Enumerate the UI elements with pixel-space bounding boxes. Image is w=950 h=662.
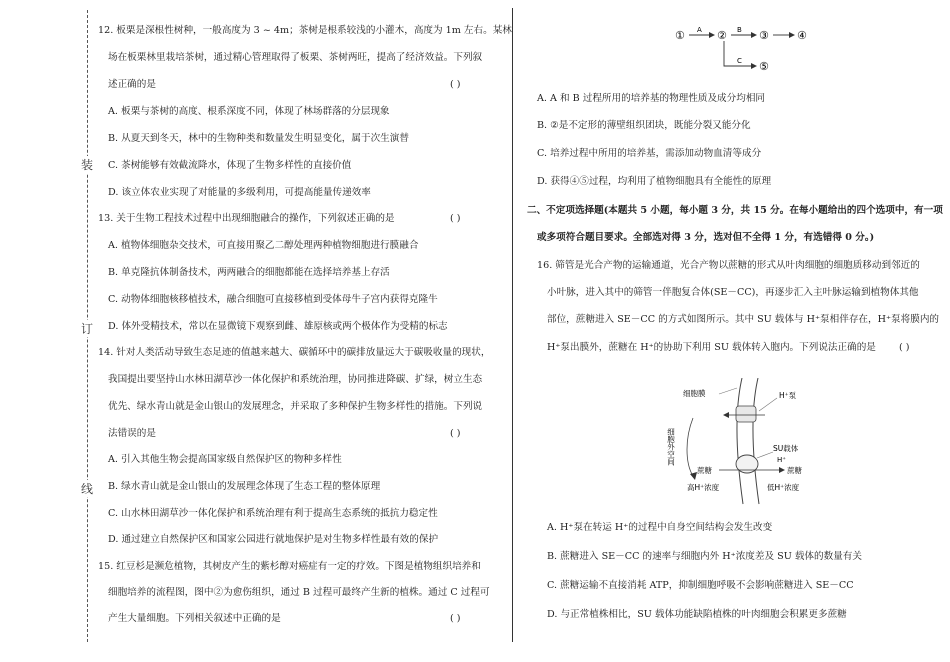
flow-arrowhead-a [709, 32, 715, 38]
binding-char-ding: 订 [78, 320, 96, 337]
q16-option-c: C. 蔗糖运输不直接消耗 ATP，抑制细胞呼吸不会影响蔗糖进入 SE－CC [547, 580, 854, 591]
h-pump-label: H⁺泵 [779, 391, 797, 400]
h-pump-arrowhead [723, 412, 729, 418]
q15-option-c: C. 培养过程中所用的培养基，需添加动物血清等成分 [537, 148, 762, 159]
sucrose-right-label: 蔗糖 [787, 466, 802, 475]
q12-stem-line3: 述正确的是 [108, 79, 156, 90]
q12-stem-line2: 场在板栗林里栽培茶树，通过精心管理取得了板栗、茶树两旺，提高了经济效益。下列叙 [108, 52, 483, 63]
q16-stem-line4: H⁺泵出膜外，蔗糖在 H⁺的协助下利用 SU 载体转入胞内。下列说法正确的是 [547, 342, 876, 353]
flow-label-b: B [737, 26, 742, 34]
q16-stem-line3: 部位，蔗糖进入 SE－CC 的方式如图所示。其中 SU 载体与 H⁺泵相伴存在，H⁺泵将膜内的 [547, 314, 940, 325]
q12-answer-paren: ( ) [450, 79, 461, 90]
q14-option-a: A. 引入其他生物会提高国家级自然保护区的物种多样性 [108, 454, 342, 465]
flow-node-4: ④ [797, 29, 807, 42]
q12-option-d: D. 该立体农业实现了对能量的多级利用，可提高能量传递效率 [108, 187, 371, 198]
q14-stem-line3: 优先、绿水青山就是金山银山的发展理念，并采取了多种保护生物多样性的措施。下列说 [108, 401, 483, 412]
q15-option-b: B. ②是不定形的薄壁组织团块，既能分裂又能分化 [537, 120, 751, 131]
flow-arrowhead-b [751, 32, 757, 38]
membrane-left-boundary [737, 378, 743, 504]
q13-stem-line1: 13. 关于生物工程技术过程中出现细胞融合的操作，下列叙述正确的是 [98, 213, 395, 224]
q16-option-d: D. 与正常植株相比，SU 载体功能缺陷植株的叶肉细胞会积累更多蔗糖 [547, 609, 847, 620]
section-header-line2: 或多项符合题目要求。全部选对得 3 分，选对但不全得 1 分，有选错得 0 分。) [537, 232, 875, 243]
flow-node-3: ③ [759, 29, 769, 42]
q14-stem-line4: 法错误的是 [108, 428, 156, 439]
q15-stem-line3: 产生大量细胞。下列相关叙述中正确的是 [108, 613, 281, 624]
q15-option-d: D. 获得④⑤过程，均利用了植物细胞具有全能性的原理 [537, 176, 772, 187]
flow-node-5: ⑤ [759, 60, 769, 73]
q13-option-d: D. 体外受精技术，常以在显微镜下观察到雌、雄原核或两个极体作为受精的标志 [108, 321, 448, 332]
q16-option-b: B. 蔗糖进入 SE－CC 的速率与细胞内外 H⁺浓度差及 SU 载体的数量有关 [547, 551, 862, 562]
h-gradient-curve-arrow [687, 418, 693, 476]
q14-stem-line2: 我国提出要坚持山水林田湖草沙一体化保护和系统治理，协同推进降碳、扩绿，树立生态 [108, 374, 483, 385]
q16-stem-line2: 小叶脉，进入其中的筛管一伴胞复合体(SE－CC)，再逐步汇入主叶脉运输到植物体其他 [547, 287, 919, 298]
q13-option-a: A. 植物体细胞杂交技术，可直接用聚乙二醇处理两种植物细胞进行膜融合 [108, 240, 419, 251]
high-h-label: 高H⁺浓度 [687, 483, 720, 492]
flow-node-2: ② [717, 29, 727, 42]
binding-margin [0, 0, 100, 662]
sucrose-flux-arrowhead [779, 467, 785, 473]
su-carrier-label: SU载体 [773, 444, 799, 453]
flow-label-c: C [737, 57, 742, 65]
membrane-label: 细胞膜 [683, 389, 706, 398]
q14-stem-line1: 14. 针对人类活动导致生态足迹的值越来越大、碳循环中的碳排放量远大于碳吸收量的现状， [98, 347, 491, 358]
q16-option-a: A. H⁺泵在转运 H⁺的过程中自身空间结构会发生改变 [547, 522, 773, 533]
q14-option-d: D. 通过建立自然保护区和国家公园进行就地保护是对生物多样性最有效的保护 [108, 534, 439, 545]
low-h-label: 低H⁺浓度 [767, 483, 800, 492]
q13-option-b: B. 单克隆抗体制备技术，两两融合的细胞都能在选择培养基上存活 [108, 267, 390, 278]
h-plus-label: H⁺ [777, 456, 786, 464]
q14-option-b: B. 绿水青山就是金山银山的发展理念体现了生态工程的整体原理 [108, 481, 381, 492]
q15-option-a: A. A 和 B 过程所用的培养基的物理性质及成分均相同 [537, 93, 766, 104]
binding-char-xian: 线 [78, 480, 96, 497]
q12-option-a: A. 板栗与茶树的高度、根系深度不同，体现了林场群落的分层现象 [108, 106, 390, 117]
q15-stem-line2: 细胞培养的流程图，图中②为愈伤组织，通过 B 过程可最终产生新的植株。通过 C 过程可 [108, 587, 490, 598]
q13-option-c: C. 动物体细胞核移植技术，融合细胞可直接移植到受体母牛子宫内获得克隆牛 [108, 294, 438, 305]
flow-label-a: A [697, 26, 702, 34]
q12-option-b: B. 从夏天到冬天，林中的生物种类和数量发生明显变化，属于次生演替 [108, 133, 409, 144]
q14-option-c: C. 山水林田湖草沙一体化保护和系统治理有利于提高生态系统的抵抗力稳定性 [108, 508, 438, 519]
flow-arrowhead-c [751, 63, 757, 69]
h-pump-protein [736, 406, 756, 422]
q14-answer-paren: ( ) [450, 428, 461, 439]
q16-stem-line1: 16. 筛管是光合产物的运输通道，光合产物以蔗糖的形式从叶肉细胞的细胞质移动到邻近的 [537, 260, 920, 271]
outside-space-label: 细胞外空间 [667, 428, 676, 466]
flow-arrowhead-3-4 [789, 32, 795, 38]
binding-char-zhuang: 装 [78, 156, 96, 173]
q16-answer-paren: ( ) [899, 342, 910, 353]
q15-answer-paren: ( ) [450, 613, 461, 624]
sucrose-transport-diagram [667, 378, 837, 506]
q15-stem-line1: 15. 红豆杉是濒危植物，其树皮产生的紫杉醇对癌症有一定的疗效。下图是植物组织培养和 [98, 561, 481, 572]
sucrose-left-label: 蔗糖 [697, 466, 712, 475]
membrane-right-boundary [753, 378, 759, 504]
flow-node-1: ① [675, 29, 685, 42]
q13-answer-paren: ( ) [450, 213, 461, 224]
flow-diagram [667, 22, 817, 74]
q12-stem-line1: 12. 板栗是深根性树种，一般高度为 3 ~ 4m；茶树是根系较浅的小灌木，高度为 1m 左右。某林 [98, 25, 512, 36]
section-header-line1: 二、不定项选择题(本题共 5 小题，每小题 3 分，共 15 分。在每小题给出的四个选项中，有一项 [527, 205, 943, 216]
column-divider [512, 8, 513, 642]
su-leader [757, 452, 773, 458]
q12-option-c: C. 茶树能够有效截流降水，体现了生物多样性的直接价值 [108, 160, 352, 171]
membrane-leader [719, 388, 737, 394]
h-pump-leader [759, 398, 777, 411]
